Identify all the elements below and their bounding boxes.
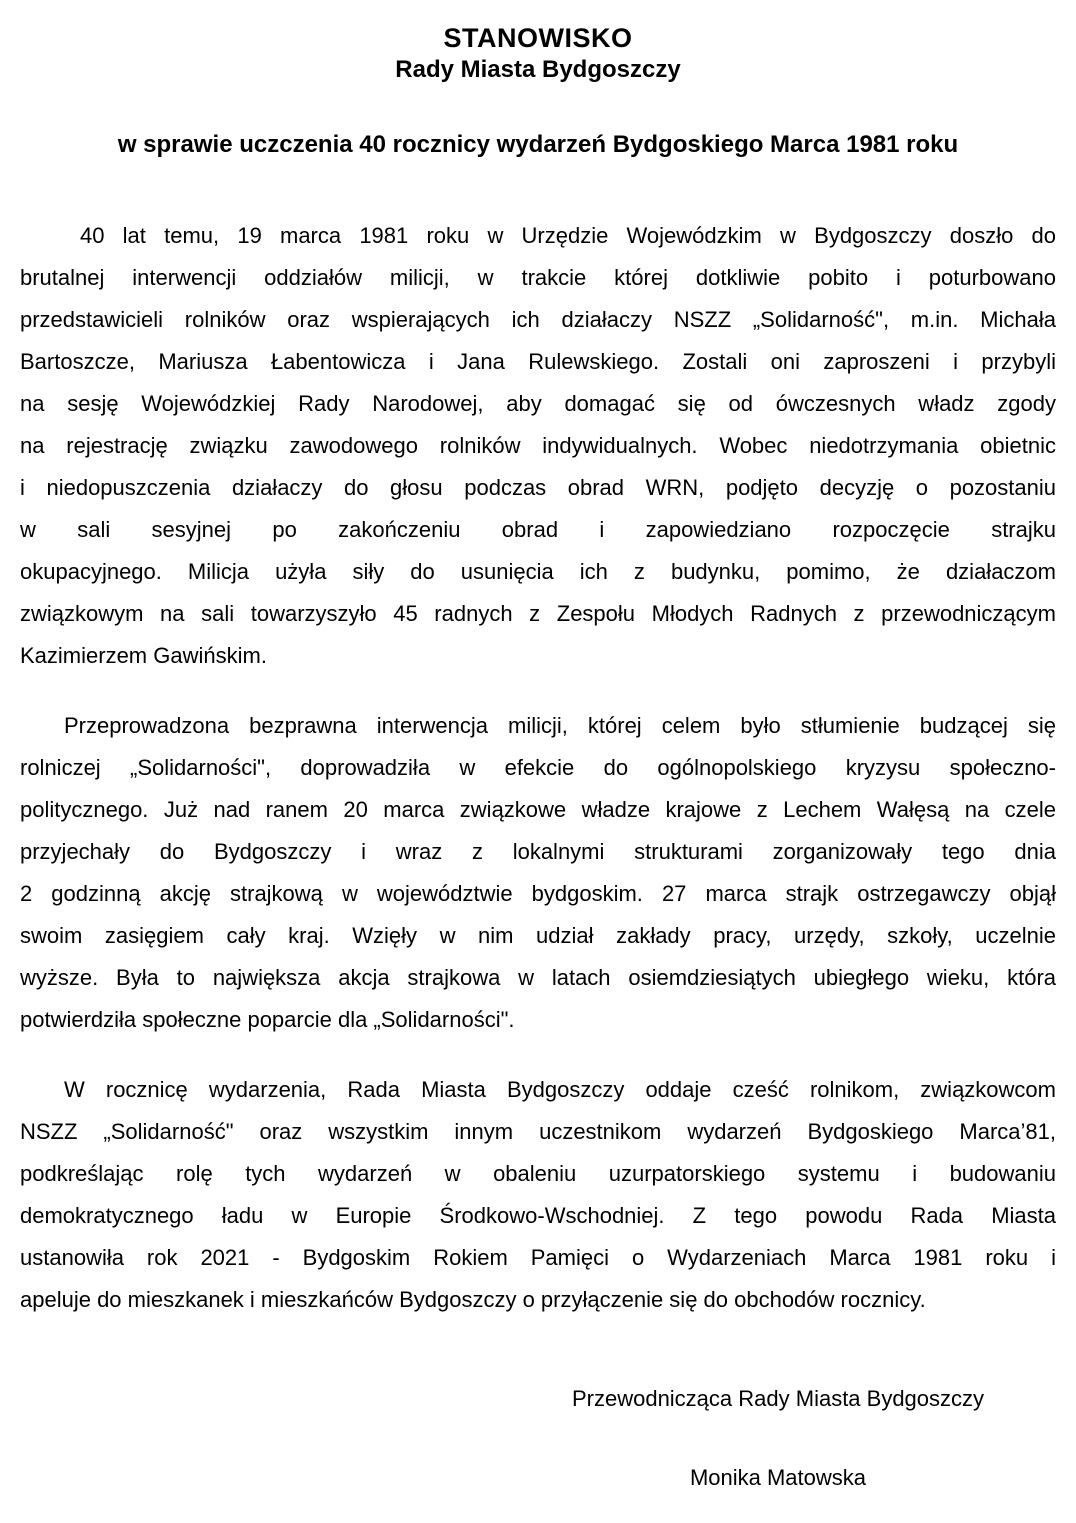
- paragraph-line: wyższe. Była to największa akcja strajkowa w latach osiemdziesiątych ubiegłego wieku, która: [20, 965, 1056, 990]
- document-organization: Rady Miasta Bydgoszczy: [395, 56, 681, 83]
- paragraph-line: Kazimierzem Gawińskim.: [20, 643, 267, 668]
- paragraph-line: na rejestrację związku zawodowego rolników indywidualnych. Wobec niedotrzymania obietnic: [20, 433, 1056, 458]
- paragraph-line: W rocznicę wydarzenia, Rada Miasta Bydgoszczy oddaje cześć rolnikom, związkowcom: [64, 1077, 1056, 1102]
- paragraph-line: demokratycznego ładu w Europie Środkowo-Wschodniej. Z tego powodu Rada Miasta: [20, 1203, 1056, 1228]
- paragraph-line: Przeprowadzona bezprawna interwencja milicji, której celem było stłumienie budzącej się: [64, 713, 1056, 738]
- paragraph-line: 2 godzinną akcję strajkową w województwie bydgoskim. 27 marca strajk ostrzegawczy objął: [20, 881, 1056, 906]
- document-subject: w sprawie uczczenia 40 rocznicy wydarzeń Bydgoskiego Marca 1981 roku: [117, 131, 959, 158]
- paragraph-line: NSZZ „Solidarność" oraz wszystkim innym uczestnikom wydarzeń Bydgoskiego Marca’81,: [20, 1119, 1056, 1144]
- document-paragraphs: [20, 215, 1056, 1321]
- paragraph-line: okupacyjnego. Milicja użyła siły do usunięcia ich z budynku, pomimo, że działaczom: [20, 559, 1056, 584]
- paragraph-line: potwierdziła społeczne poparcie dla „Solidarności".: [20, 1007, 515, 1032]
- paragraph-line: i niedopuszczenia działaczy do głosu podczas obrad WRN, podjęto decyzję o pozostaniu: [20, 475, 1056, 500]
- paragraph-line: rolniczej „Solidarności", doprowadziła w efekcie do ogólnopolskiego kryzysu społeczno-: [20, 755, 1056, 780]
- paragraph-line: swoim zasięgiem cały kraj. Wzięły w nim udział zakłady pracy, urzędy, szkoły, uczelnie: [20, 923, 1056, 948]
- paragraph-line: brutalnej interwencji oddziałów milicji, w trakcie której dotkliwie pobito i poturbowano: [20, 265, 1056, 290]
- document-title: STANOWISKO: [443, 23, 633, 53]
- paragraph-line: przyjechały do Bydgoszczy i wraz z lokalnymi strukturami zorganizowały tego dnia: [20, 839, 1056, 864]
- paragraph: [20, 1069, 1056, 1321]
- paragraph-line: na sesję Wojewódzkiej Rady Narodowej, aby domagać się od ówczesnych władz zgody: [20, 391, 1056, 416]
- paragraph-line: apeluje do mieszkanek i mieszkańców Bydgoszczy o przyłączenie się do obchodów rocznicy.: [20, 1287, 926, 1312]
- signature-block: [478, 1385, 1076, 1492]
- paragraph: [20, 215, 1056, 677]
- signature-role: Przewodnicząca Rady Miasta Bydgoszczy: [571, 1386, 985, 1411]
- signature-name: Monika Matowska: [689, 1465, 867, 1490]
- paragraph: [20, 705, 1056, 1041]
- paragraph-line: podkreślając rolę tych wydarzeń w obaleniu uzurpatorskiego systemu i budowaniu: [20, 1161, 1056, 1186]
- paragraph-line: ustanowiła rok 2021 - Bydgoskim Rokiem Pamięci o Wydarzeniach Marca 1981 roku i: [20, 1245, 1056, 1270]
- paragraph-line: politycznego. Już nad ranem 20 marca związkowe władze krajowe z Lechem Wałęsą na czele: [20, 797, 1056, 822]
- paragraph-line: 40 lat temu, 19 marca 1981 roku w Urzędzie Wojewódzkim w Bydgoszczy doszło do: [80, 223, 1056, 248]
- paragraph-line: Bartoszcze, Mariusza Łabentowicza i Jana Rulewskiego. Zostali oni zaproszeni i przybyli: [20, 349, 1056, 374]
- paragraph-line: przedstawicieli rolników oraz wspierających ich działaczy NSZZ „Solidarność", m.in. Michała: [20, 307, 1056, 332]
- paragraph-line: w sali sesyjnej po zakończeniu obrad i zapowiedziano rozpoczęcie strajku: [20, 517, 1056, 542]
- paragraph-line: związkowym na sali towarzyszyło 45 radnych z Zespołu Młodych Radnych z przewodniczącym: [20, 601, 1056, 626]
